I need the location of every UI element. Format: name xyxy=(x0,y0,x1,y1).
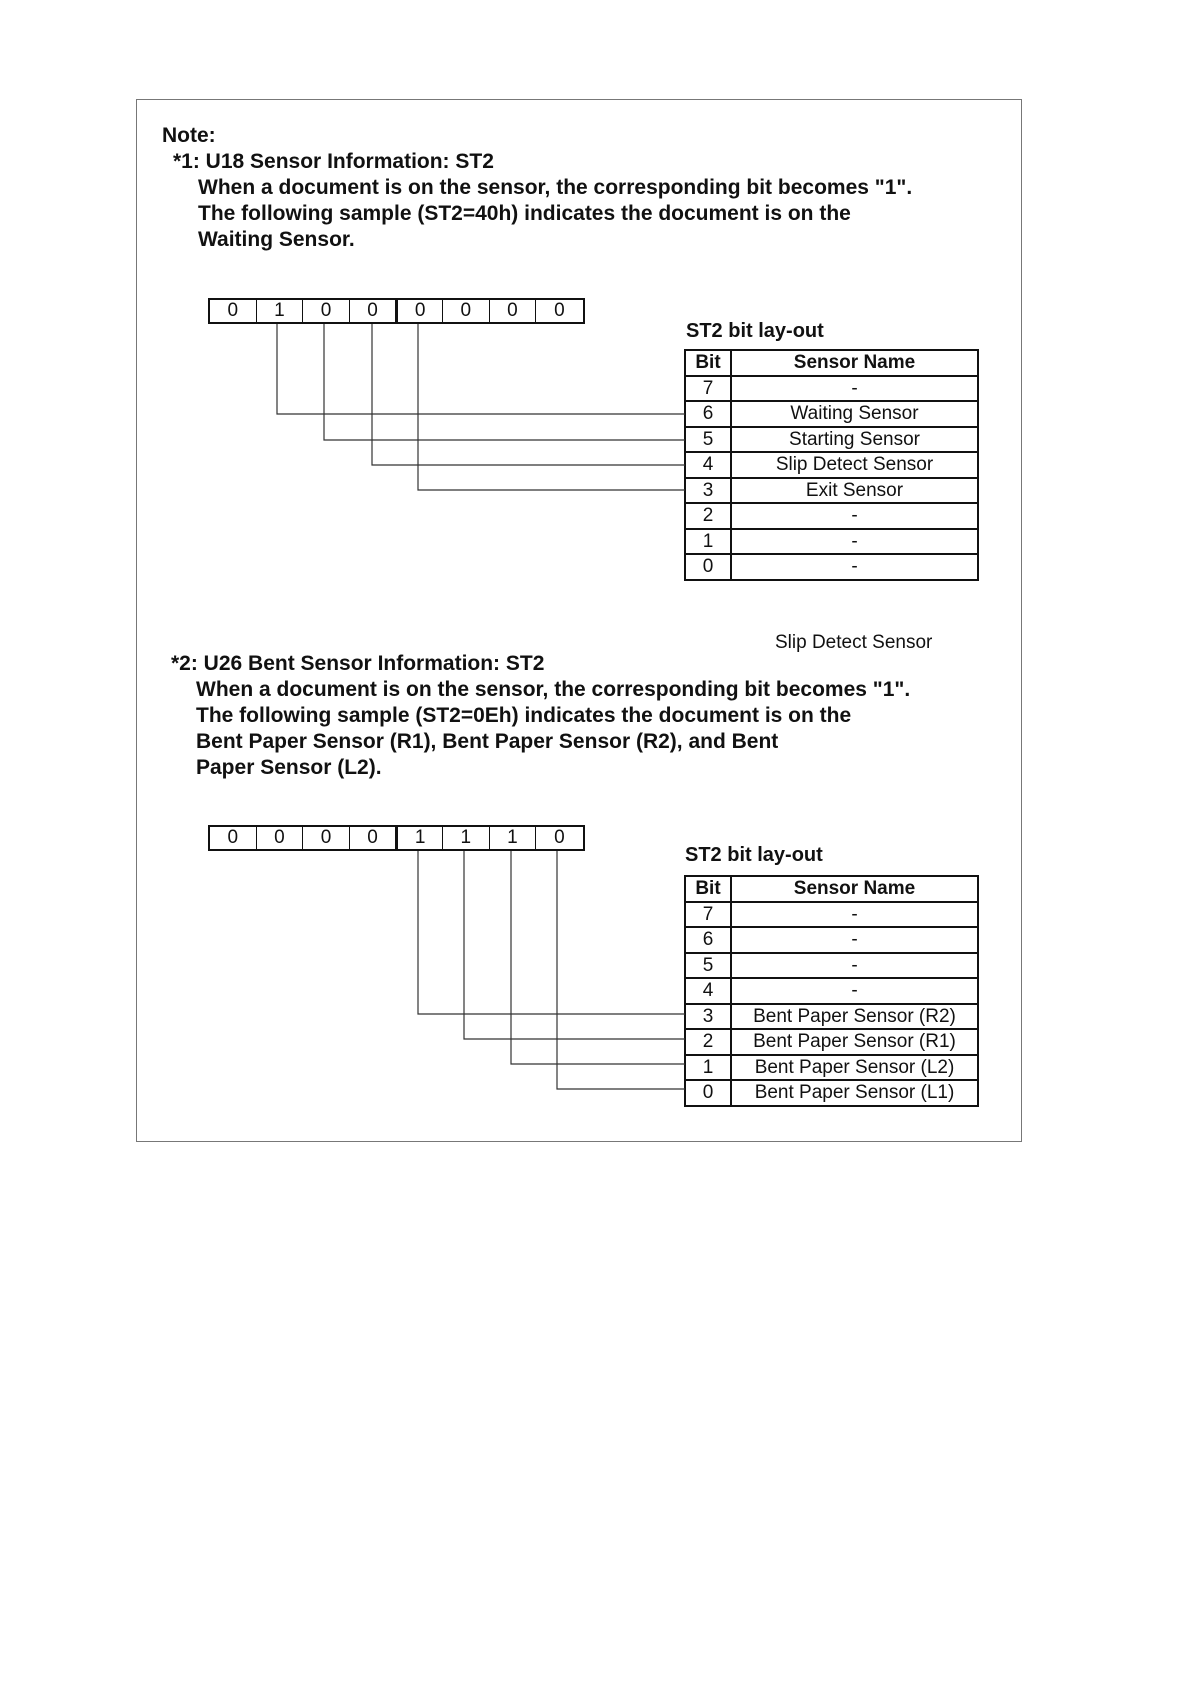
section2-title: *2: U26 Bent Sensor Information: ST2 xyxy=(171,652,545,675)
row-bit: 4 xyxy=(685,978,731,1004)
section1-line: When a document is on the sensor, the corresponding bit becomes "1". xyxy=(198,176,913,199)
row-bit: 3 xyxy=(685,1004,731,1030)
wire-bit3-b xyxy=(418,851,685,1014)
wire-bit5 xyxy=(324,324,685,440)
bit-cell: 0 xyxy=(554,300,565,321)
bit-cell: 0 xyxy=(303,300,350,322)
bit-cell: 0 xyxy=(490,300,537,322)
row-sensor-name: - xyxy=(731,978,978,1004)
row-bit: 6 xyxy=(685,927,731,953)
bit-cell: 0 xyxy=(257,827,304,849)
row-sensor-name: - xyxy=(731,529,978,555)
row-bit: 5 xyxy=(685,427,731,453)
row-sensor-name: Starting Sensor xyxy=(731,427,978,453)
row-bit: 1 xyxy=(685,1055,731,1081)
bit-cell: 0 xyxy=(350,827,397,849)
row-sensor-name: Bent Paper Sensor (L1) xyxy=(731,1080,978,1106)
bit-cell: 1 xyxy=(443,827,490,849)
row-bit: 6 xyxy=(685,401,731,427)
row-bit: 4 xyxy=(685,452,731,478)
row-bit: 0 xyxy=(685,1080,731,1106)
row-bit: 7 xyxy=(685,376,731,402)
header-sensor-name: Sensor Name xyxy=(731,350,978,376)
header-sensor-name: Sensor Name xyxy=(731,876,978,902)
row-bit: 3 xyxy=(685,478,731,504)
bit-cell: 0 xyxy=(554,827,565,848)
bit-cell: 0 xyxy=(303,827,350,849)
section1-line: Waiting Sensor. xyxy=(198,228,355,251)
bit-cell: 1 xyxy=(490,827,537,849)
row-sensor-name: - xyxy=(731,927,978,953)
section1-title: *1: U18 Sensor Information: ST2 xyxy=(173,150,494,173)
section2-line: Bent Paper Sensor (R1), Bent Paper Sensor (R2), and Bent xyxy=(196,730,779,753)
row-sensor-name: - xyxy=(731,376,978,402)
bit-cell: 0 xyxy=(210,300,257,322)
wire-bit4 xyxy=(372,324,685,465)
row-sensor-name: Slip Detect Sensor xyxy=(731,452,978,478)
row-sensor-name: Bent Paper Sensor (R2) xyxy=(731,1004,978,1030)
row-bit: 2 xyxy=(685,1029,731,1055)
row-sensor-name: Waiting Sensor xyxy=(731,401,978,427)
wire-bit6 xyxy=(277,324,685,414)
bit-cell: 1 xyxy=(257,300,304,322)
row-sensor-name: - xyxy=(731,902,978,928)
bit-cell: 0 xyxy=(443,300,490,322)
bit-cell: 1 xyxy=(396,827,443,849)
wire-bit2-b xyxy=(464,851,685,1039)
row-sensor-name: Exit Sensor xyxy=(731,478,978,504)
row-sensor-name: Bent Paper Sensor (R1) xyxy=(731,1029,978,1055)
row-bit: 1 xyxy=(685,529,731,555)
header-bit: Bit xyxy=(685,876,731,902)
row-sensor-name: - xyxy=(731,503,978,529)
row-bit: 5 xyxy=(685,953,731,979)
row-sensor-name: Bent Paper Sensor (L2) xyxy=(731,1055,978,1081)
section2-line: Paper Sensor (L2). xyxy=(196,756,382,779)
header-bit: Bit xyxy=(685,350,731,376)
row-bit: 0 xyxy=(685,554,731,580)
section2-line: The following sample (ST2=0Eh) indicates the document is on the xyxy=(196,704,852,727)
section2-table-title: ST2 bit lay-out xyxy=(685,844,823,866)
bit-cell: 0 xyxy=(350,300,397,322)
section1-line: The following sample (ST2=40h) indicates the document is on the xyxy=(198,202,851,225)
wire-bit0-b xyxy=(557,851,685,1089)
bit-cell: 0 xyxy=(396,300,443,322)
row-sensor-name: - xyxy=(731,953,978,979)
bit-cell: 0 xyxy=(210,827,257,849)
stray-label: Slip Detect Sensor xyxy=(775,632,933,653)
note-heading: Note: xyxy=(162,124,216,147)
section2-line: When a document is on the sensor, the corresponding bit becomes "1". xyxy=(196,678,911,701)
row-bit: 2 xyxy=(685,503,731,529)
row-sensor-name: - xyxy=(731,554,978,580)
row-bit: 7 xyxy=(685,902,731,928)
section1-table-title: ST2 bit lay-out xyxy=(686,320,824,342)
wire-bit1-b xyxy=(511,851,685,1064)
